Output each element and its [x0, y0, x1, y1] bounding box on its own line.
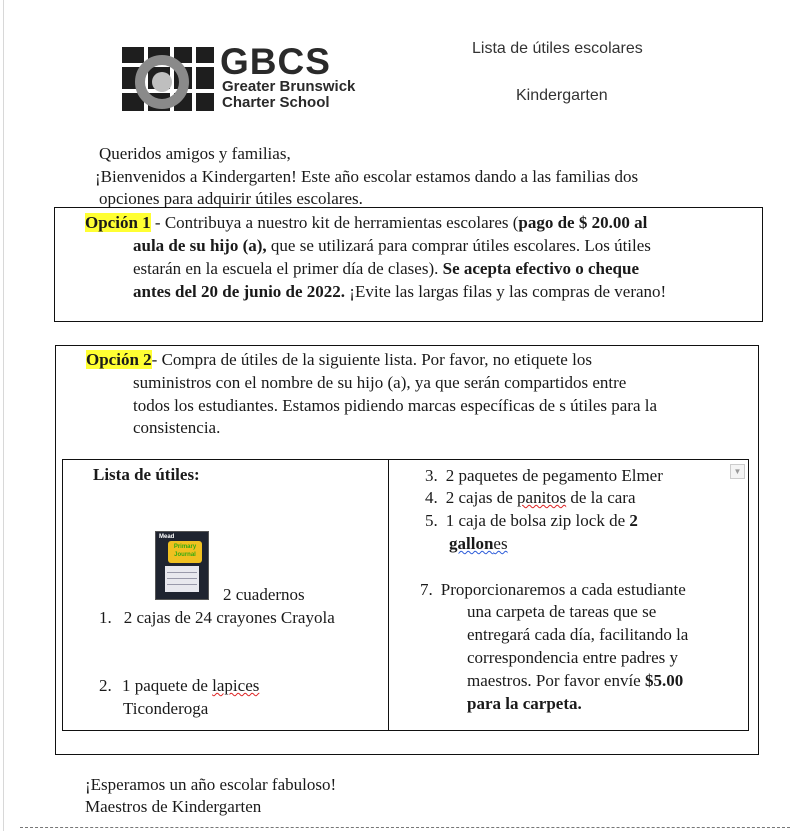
document-title: Lista de útiles escolares	[472, 40, 643, 57]
table-divider	[388, 459, 389, 730]
list-item-7-line-5: maestros. Por favor envíe $5.00	[467, 671, 684, 690]
option-2-line-1: Opción 2- Compra de útiles de la siguiente lista. Por favor, no etiquete los	[86, 350, 592, 369]
list-item-7-line-4: correspondencia entre padres y	[467, 648, 678, 667]
option-1-line-3: estarán en la escuela el primer día de clases). Se acepta efectivo o cheque	[133, 259, 640, 278]
school-logo	[122, 41, 367, 113]
option-2-line-4: consistencia.	[133, 418, 221, 437]
list-item-4: 4. 2 cajas de panitos de la cara	[425, 488, 636, 507]
list-item-3: 3. 2 paquetes de pegamento Elmer	[425, 466, 663, 485]
list-item-7-line-6: para la carpeta.	[467, 694, 582, 713]
list-item-2: 2. 1 paquete de lapices	[99, 676, 260, 695]
notebooks-item: 2 cuadernos	[223, 585, 305, 604]
option-2-label: Opción 2	[86, 350, 152, 369]
notebook-image: Mead Primary Journal	[155, 531, 209, 600]
list-item-7: 7. Proporcionaremos a cada estudiante	[420, 580, 686, 599]
intro-line-1: ¡Bienvenidos a Kindergarten! Este año escolar estamos dando a las familias dos	[95, 167, 639, 186]
list-item-7-line-2: una carpeta de tareas que se	[467, 602, 657, 621]
closing-line-2: Maestros de Kindergarten	[85, 797, 262, 816]
logo-abbr: GBCS	[220, 41, 331, 82]
logo-line-2: Charter School	[222, 94, 330, 111]
option-2-line-2: suministros con el nombre de su hijo (a), ya que serán compartidos entre	[133, 373, 627, 392]
closing-line-1: ¡Esperamos un año escolar fabuloso!	[85, 775, 337, 794]
spellcheck-word: panitos	[517, 488, 567, 507]
notebook-page	[165, 566, 199, 592]
table-dropdown-icon[interactable]: ▼	[730, 464, 745, 479]
option-1-line-4: antes del 20 de junio de 2022. ¡Evite las largas filas y las compras de verano!	[133, 282, 667, 301]
option-2-line-3: todos los estudiantes. Estamos pidiendo marcas específicas de s útiles para la	[133, 396, 658, 415]
list-item-2-cont: Ticonderoga	[123, 699, 209, 718]
greeting: Queridos amigos y familias,	[99, 144, 291, 163]
list-item-7-line-3: entregará cada día, facilitando la	[467, 625, 689, 644]
spellcheck-word: lapices	[212, 676, 260, 695]
intro-line-2: opciones para adquirir útiles escolares.	[99, 189, 363, 208]
list-item-1: 1. 2 cajas de 24 crayones Crayola	[99, 608, 335, 627]
option-1-line-2: aula de su hijo (a), que se utilizará para comprar útiles escolares. Los útiles	[133, 236, 651, 255]
list-item-5: 5. 1 caja de bolsa zip lock de 2	[425, 511, 638, 530]
logo-mark-icon	[122, 47, 214, 111]
logo-line-1: Greater Brunswick	[222, 78, 356, 95]
list-item-5-cont: gallones	[449, 534, 508, 553]
page-break-line	[20, 827, 790, 828]
option-1-line-1: Opción 1 - Contribuya a nuestro kit de herramientas escolares (pago de $ 20.00 al	[85, 213, 648, 232]
page-edge	[3, 0, 4, 831]
grade-label: Kindergarten	[516, 87, 608, 104]
supplies-heading: Lista de útiles:	[93, 465, 200, 484]
option-1-label: Opción 1	[85, 213, 151, 232]
